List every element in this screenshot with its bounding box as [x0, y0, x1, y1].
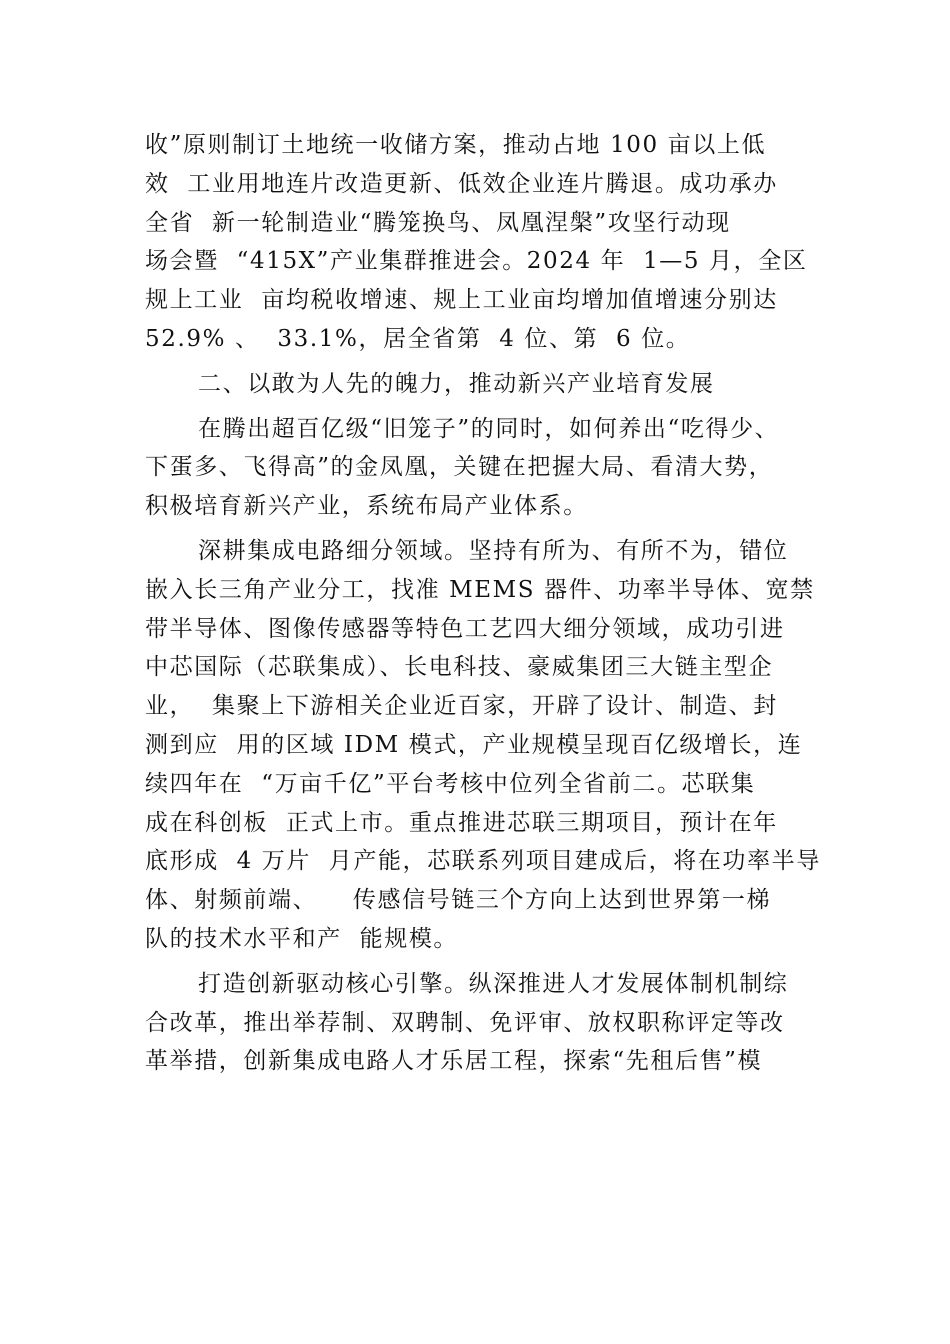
- text-line: 体、射频前端、 传感信号链三个方向上达到世界第一梯: [145, 887, 772, 914]
- text-line: 场会暨 “415X”产业集群推进会。2024 年 1—5 月，全区: [145, 248, 808, 275]
- text-line: 在腾出超百亿级“旧笼子”的同时，如何养出“吃得少、: [198, 415, 780, 442]
- text-line: 测到应 用的区域 IDM 模式，产业规模呈现百亿级增长，连: [145, 731, 803, 758]
- section-heading: [145, 365, 810, 404]
- text-line: 全省 新一轮制造业“腾笼换鸟、凤凰涅槃”攻坚行动现: [145, 209, 731, 236]
- text-line: 带半导体、图像传感器等特色工艺四大细分领域，成功引进: [145, 615, 785, 642]
- text-line: 52.9% 、 33.1%，居全省第 4 位、第 6 位。: [145, 325, 691, 352]
- paragraph-intro: [145, 410, 810, 526]
- text-line: 队的技术水平和产 能规模。: [145, 925, 459, 952]
- text-line: 底形成 4 万片 月产能，芯联系列项目建成后，将在功率半导: [145, 848, 821, 875]
- text-line: 中芯国际（芯联集成）、长电科技、豪威集团三大链主型企: [145, 654, 774, 681]
- text-line: 规上工业 亩均税收增速、规上工业亩均增加值增速分别达: [145, 287, 778, 314]
- text-line: 合改革，推出举荐制、双聘制、免评审、放权职称评定等改: [145, 1009, 785, 1036]
- text-line: 续四年在 “万亩千亿”平台考核中位列全省前二。芯联集: [145, 770, 756, 797]
- text-line: 业， 集聚上下游相关企业近百家，开辟了设计、制造、封: [145, 693, 778, 720]
- text-line: 打造创新驱动核心引擎。纵深推进人才发展体制机制综: [198, 970, 789, 997]
- text-line: 下蛋多、飞得高”的金凤凰，关键在把握大局、看清大势，: [145, 454, 774, 481]
- paragraph-land-reform: [145, 126, 810, 359]
- text-line: 积极培育新兴产业，系统布局产业体系。: [145, 493, 588, 520]
- heading-text: 二、以敢为人先的魄力，推动新兴产业培育发展: [198, 370, 715, 397]
- paragraph-integrated-circuit: [145, 532, 821, 959]
- text-line: 深耕集成电路细分领域。坚持有所为、有所不为，错位: [198, 537, 789, 564]
- text-line: 嵌入长三角产业分工，找准 MEMS 器件、功率半导体、宽禁: [145, 576, 815, 603]
- document-body: [145, 126, 821, 1081]
- text-line: 革举措，创新集成电路人才乐居工程，探索“先租后售”模: [145, 1048, 763, 1075]
- text-line: 收”原则制订土地统一收储方案，推动占地 100 亩以上低: [145, 132, 767, 158]
- paragraph-innovation: [145, 965, 810, 1081]
- text-line: 成在科创板 正式上市。重点推进芯联三期项目，预计在年: [145, 809, 778, 836]
- text-line: 效 工业用地连片改造更新、低效企业连片腾退。成功承办: [145, 170, 778, 197]
